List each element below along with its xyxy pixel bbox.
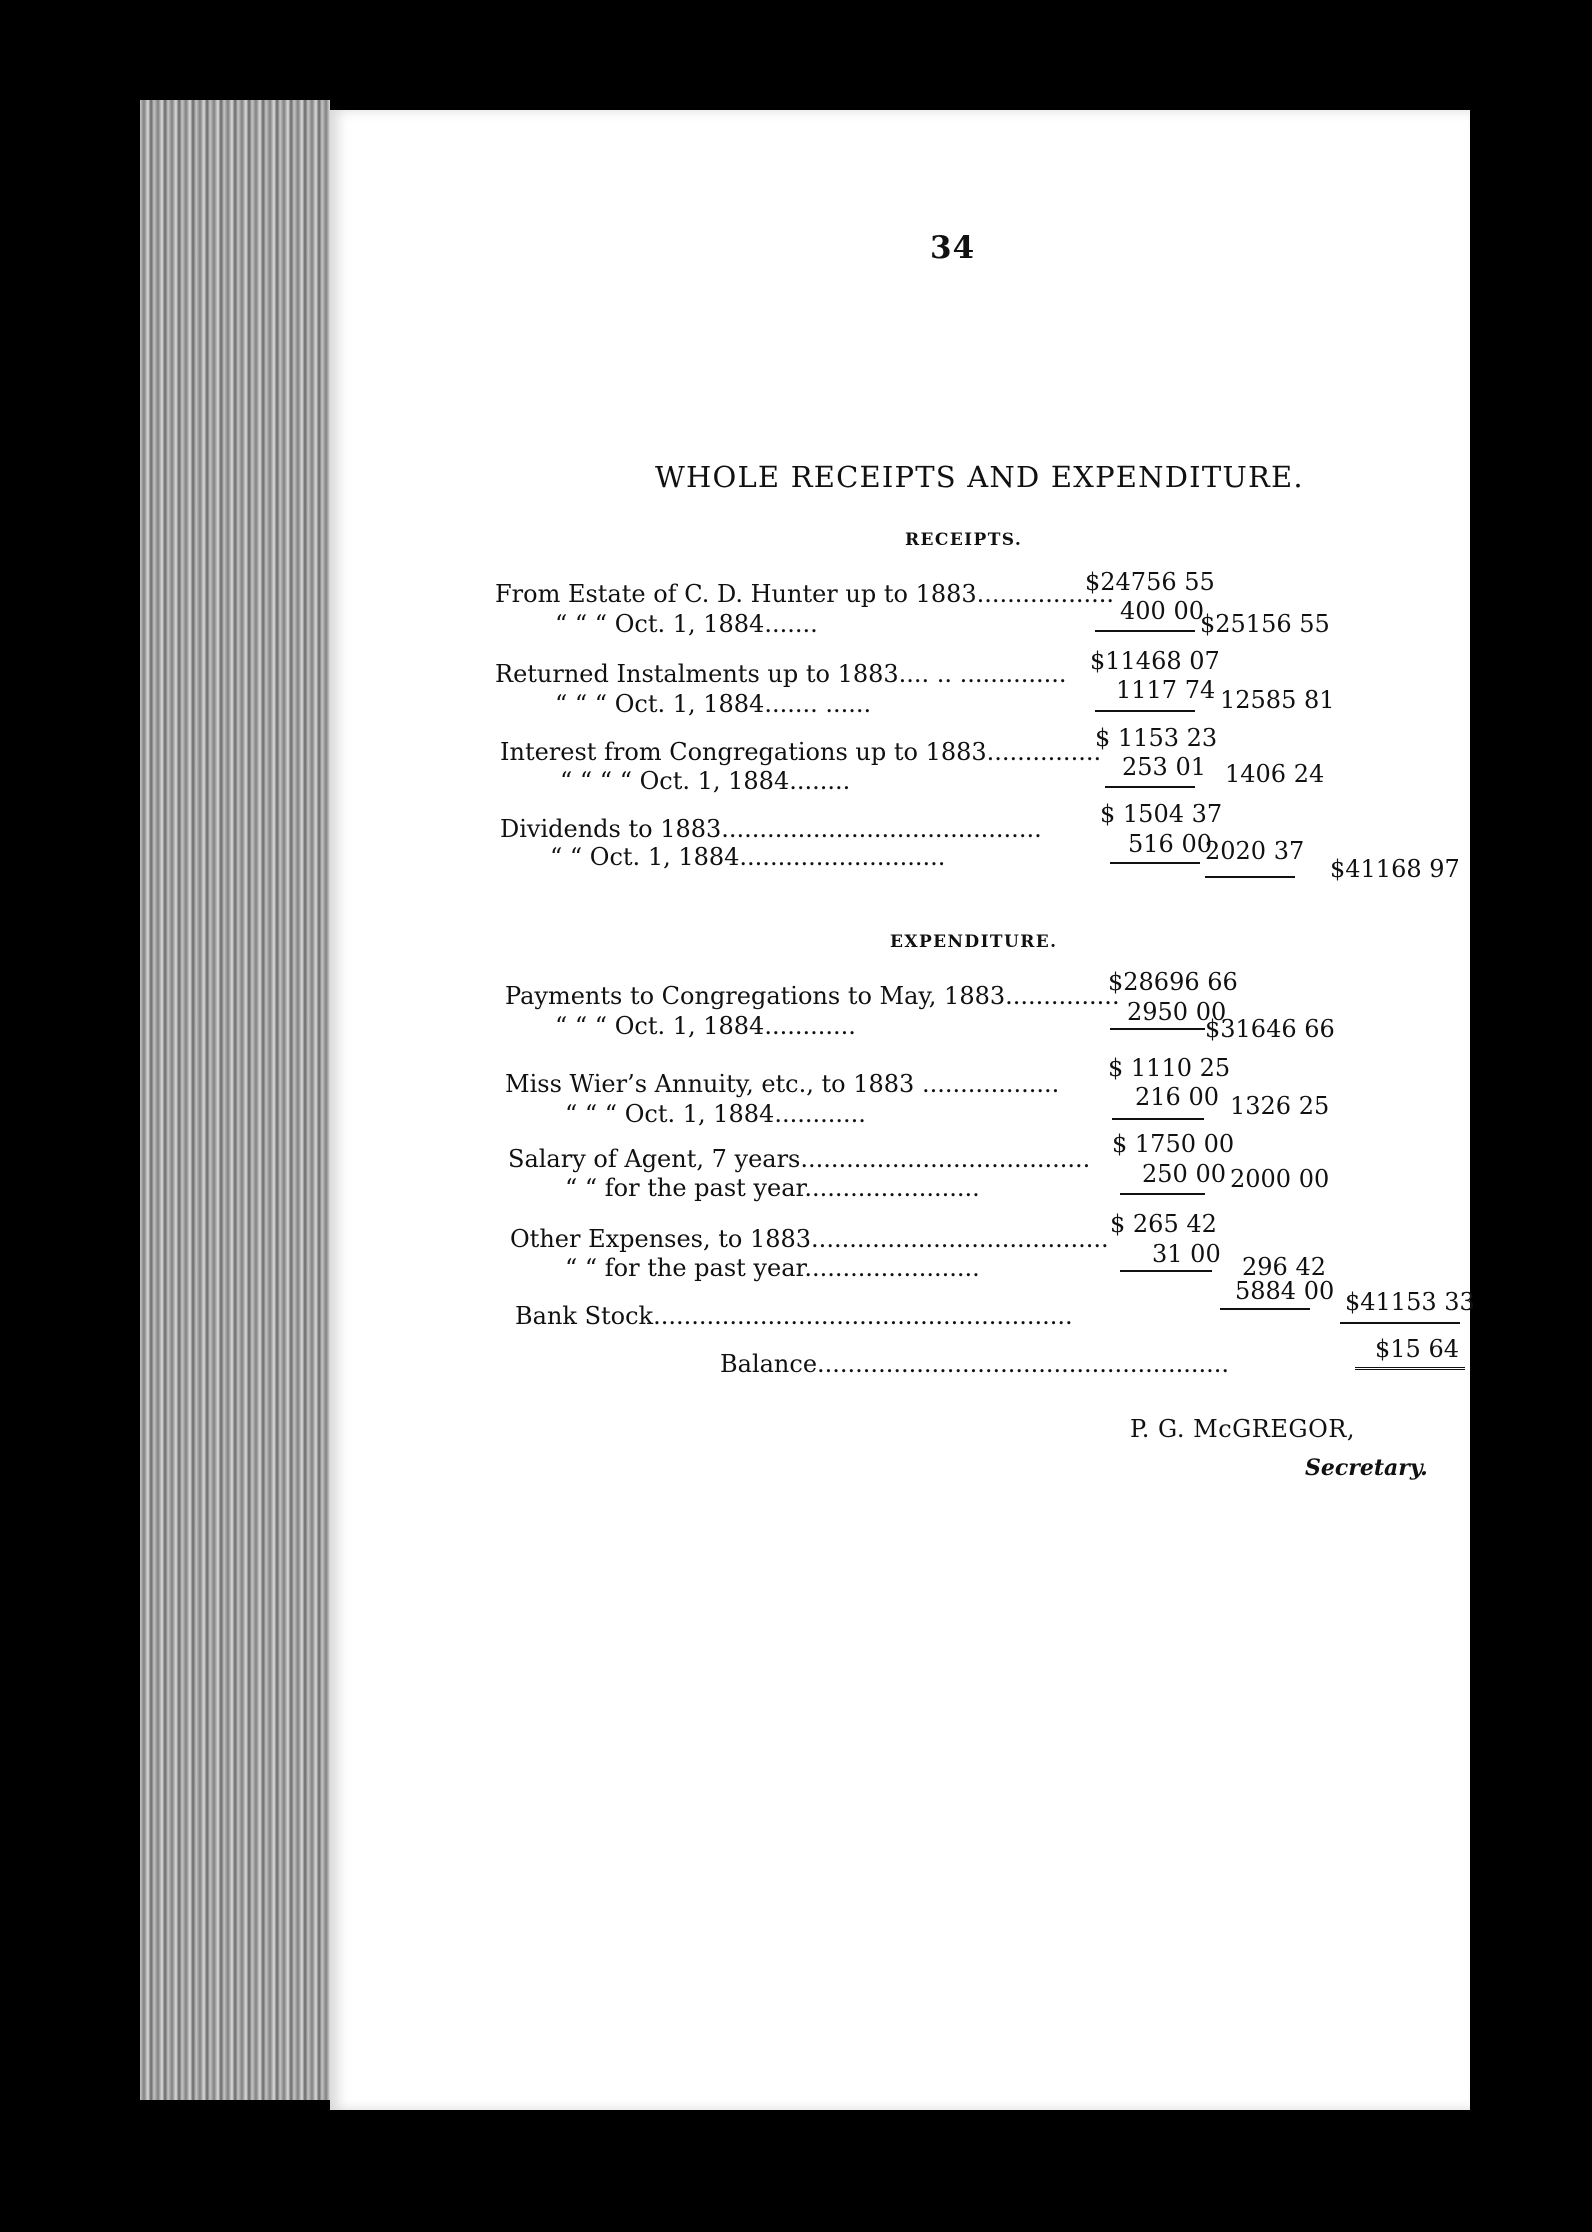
receipt-row-3-amount: $11468 07 <box>1090 647 1220 675</box>
receipt-row-4-rule <box>1095 710 1195 712</box>
expenditure-row-2-rule <box>1110 1028 1205 1030</box>
signature-name: P. G. McGREGOR, <box>1130 1415 1355 1443</box>
expenditure-heading: EXPENDITURE. <box>890 932 1058 952</box>
expenditure-row-2-amount: 2950 00 <box>1127 998 1227 1026</box>
expenditure-row-2-total: $31646 66 <box>1205 1015 1335 1043</box>
expenditure-row-4-label: “ “ “ Oct. 1, 1884............ <box>565 1100 866 1128</box>
receipt-row-8-label: “ “ Oct. 1, 1884........................... <box>550 843 946 871</box>
expenditure-row-5-label: Salary of Agent, 7 years...................................... <box>508 1145 1091 1173</box>
signature-role: Secretary. <box>1305 1455 1428 1481</box>
expenditure-row-1-label: Payments to Congregations to May, 1883............... <box>505 982 1120 1010</box>
expenditure-row-1-amount: $28696 66 <box>1108 968 1238 996</box>
balance-label: Balance...................................................... <box>720 1350 1229 1378</box>
expenditure-grand-rule-left <box>1220 1308 1310 1310</box>
receipt-row-3-label: Returned Instalments up to 1883.... .. .............. <box>495 660 1067 688</box>
receipt-row-4-amount: 1117 74 <box>1116 676 1216 704</box>
receipt-row-4-label: “ “ “ Oct. 1, 1884....... ...... <box>555 690 872 718</box>
receipt-row-1-amount: $24756 55 <box>1085 568 1215 596</box>
receipt-row-7-amount: $ 1504 37 <box>1100 800 1223 828</box>
expenditure-row-6-label: “ “ for the past year....................... <box>565 1174 980 1202</box>
expenditure-row-5-amount: $ 1750 00 <box>1112 1130 1235 1158</box>
book-page-edges <box>140 100 330 2100</box>
expenditure-grand-rule-right <box>1340 1322 1460 1324</box>
expenditure-row-2-label: “ “ “ Oct. 1, 1884............ <box>555 1012 856 1040</box>
receipt-row-2-label: “ “ “ Oct. 1, 1884....... <box>555 610 818 638</box>
receipt-row-8-rule <box>1110 862 1200 864</box>
expenditure-row-3-amount: $ 1110 25 <box>1108 1054 1231 1082</box>
receipt-row-5-label: Interest from Congregations up to 1883............... <box>500 738 1102 766</box>
expenditure-row-6-total: 2000 00 <box>1230 1165 1330 1193</box>
receipt-row-1-label: From Estate of C. D. Hunter up to 1883.................. <box>495 580 1114 608</box>
receipt-row-8-total: 2020 37 <box>1205 837 1305 865</box>
receipt-row-6-rule <box>1105 786 1195 788</box>
expenditure-row-3-label: Miss Wier’s Annuity, etc., to 1883 .................. <box>505 1070 1060 1098</box>
document-page <box>330 110 1475 2110</box>
expenditure-row-8-rule <box>1120 1270 1212 1272</box>
receipt-row-5-amount: $ 1153 23 <box>1095 724 1218 752</box>
receipt-row-7-label: Dividends to 1883.......................................... <box>500 815 1042 843</box>
expenditure-row-4-amount: 216 00 <box>1135 1083 1219 1111</box>
expenditure-grand-total: $41153 33 <box>1345 1288 1475 1316</box>
page-number: 34 <box>930 230 976 266</box>
receipt-row-2-amount: 400 00 <box>1120 597 1204 625</box>
expenditure-row-9-total: 5884 00 <box>1235 1277 1335 1305</box>
receipt-row-4-total: 12585 81 <box>1220 686 1335 714</box>
expenditure-row-4-rule <box>1112 1118 1204 1120</box>
expenditure-row-4-total: 1326 25 <box>1230 1092 1330 1120</box>
expenditure-row-9-label: Bank Stock....................................................... <box>515 1302 1073 1330</box>
receipts-heading: RECEIPTS. <box>905 530 1023 550</box>
receipt-row-6-total: 1406 24 <box>1225 760 1325 788</box>
expenditure-row-7-amount: $ 265 42 <box>1110 1210 1217 1238</box>
receipt-row-6-label: “ “ “ “ Oct. 1, 1884........ <box>560 767 851 795</box>
scan-left-margin <box>0 0 140 2232</box>
receipt-row-2-rule <box>1095 630 1195 632</box>
balance-double-rule <box>1355 1367 1465 1370</box>
receipt-row-6-amount: 253 01 <box>1122 753 1206 781</box>
expenditure-row-6-amount: 250 00 <box>1142 1160 1226 1188</box>
page-title: WHOLE RECEIPTS AND EXPENDITURE. <box>655 460 1304 494</box>
receipt-row-8-amount: 516 00 <box>1128 830 1212 858</box>
expenditure-row-8-total: 296 42 <box>1242 1253 1326 1281</box>
balance-amount: $15 64 <box>1375 1335 1459 1363</box>
expenditure-row-6-rule <box>1120 1193 1205 1195</box>
expenditure-row-8-label: “ “ for the past year....................... <box>565 1254 980 1282</box>
receipt-row-2-total: $25156 55 <box>1200 610 1330 638</box>
expenditure-row-8-amount: 31 00 <box>1152 1240 1221 1268</box>
expenditure-row-7-label: Other Expenses, to 1883....................................... <box>510 1225 1109 1253</box>
receipt-grand-total: $41168 97 <box>1330 855 1460 883</box>
receipt-grand-rule <box>1205 876 1295 878</box>
